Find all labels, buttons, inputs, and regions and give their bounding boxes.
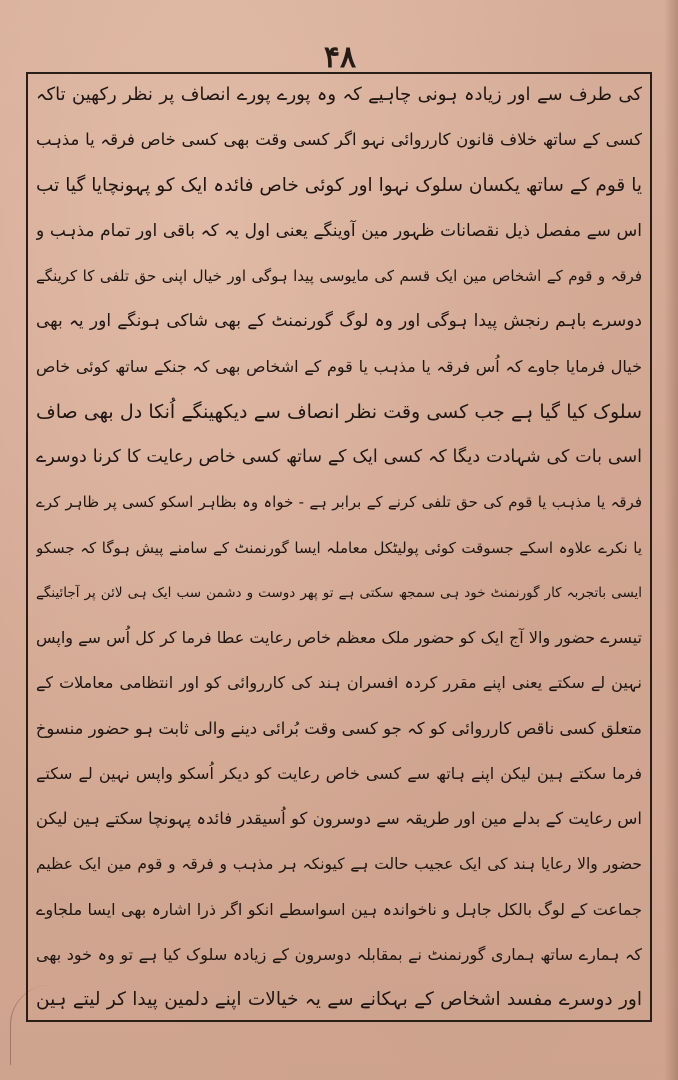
text-line: فرما سکتے ہین لیکن اپنے ہاتھ سے کسی خاص رعایت کو دیکر اُسکو واپس نہین لے سکتے [36,763,642,783]
urdu-text-block [36,80,642,1015]
text-line: اس رعایت کے بدلے مین اور طریقہ سے دوسرون کو اُسیقدر فائدہ پہونچا سکتے ہین لیکن [36,809,642,828]
text-line: کہ ہمارے ساتھ ہماری گورنمنٹ نے بمقابلہ دوسرون کے زیادہ سلوک کیا ہے تو وہ خود بھی [36,944,642,964]
text-line: فرقہ و قوم کے اشخاص مین ایک قسم کی مایوسی پیدا ہوگی اور خیال اپنی حق تلفی کا کرینگے [36,267,642,285]
text-line: ایسی باتجربہ کار گورنمنٹ خود ہی سمجھ سکتی ہے تو پھر دوست و دشمن سب ایک ہی لائن پر آجائینگے [36,584,642,601]
text-line: حضور والا رعایا ہند کی ایک عجیب حالت ہے کیونکہ ہر مذہب و فرقہ و قوم مین ایک عظیم [36,855,642,874]
text-line: خیال فرمایا جاوے کہ اُس فرقہ یا مذہب یا قوم کے اشخاص بھی کہ جنکے ساتھ کوئی خاص [36,356,642,376]
text-line: فرقہ یا مذہب یا قوم کی حق تلفی کرنے کے برابر ہے - خواہ وہ بظاہر اسکو کسی پر ظاہر کرے [36,493,642,512]
text-line: نہین لے سکتے یعنی اپنے مقرر کردہ افسران ہند کی کارروائی کو اور انتظامی معاملات کے [36,673,642,693]
text-line: اسی بات کی شہادت دیگا کہ کسی ایک کے ساتھ کسی خاص رعایت کا کرنا دوسرے [36,447,642,467]
text-line: سلوک کیا گیا ہے جب کسی وقت نظر انصاف سے دیکھینگے اُنکا دل بھی صاف [36,400,642,423]
text-line: کسی کے ساتھ خلاف قانون کارروائی نہو اگر کسی وقت بھی کسی خاص فرقہ یا مذہب [36,130,642,150]
text-line: دوسرے باہم رنجش پیدا ہوگی اور وہ لوگ گورنمنٹ کے بھی شاکی ہونگے اور یہ بھی [36,311,642,332]
text-line: کی طرف سے اور زیادہ ہونی چاہیے کہ وہ پورے پورے انصاف پر نظر رکھین تاکہ [36,84,642,105]
text-line: جماعت کے لوگ بالکل جاہل و ناخواندہ ہین اسواسطے انکو اگر ذرا اشارہ بھی ایسا ملجاوے [36,899,642,919]
text-line: اس سے مفصل ذیل نقصانات ظہور مین آوینگے یعنی اول یہ کہ باقی اور تمام مذہب و [36,220,642,241]
text-line: اور دوسرے مفسد اشخاص کے بہکانے سے یہ خیالات اپنے دلمین پیدا کر لیتے ہین [36,989,642,1010]
page-edge-shadow [664,0,678,1080]
text-line: یا قوم کے ساتھ یکسان سلوک نہوا اور کوئی خاص فائدہ ایک کو پہونچایا گیا تب [36,174,642,196]
text-line: تیسرے حضور والا آج ایک کو حضور ملک معظم خاص رعایت عطا فرما کر کل اُس سے واپس [36,628,642,647]
text-line: متعلق کسی ناقص کارروائی کو کہ جو کسی وقت بُرائی دینے والی ثابت ہو حضور منسوخ [36,718,642,738]
page-number: ۴۸ [323,40,357,75]
text-line: یا نکرے علاوہ اسکے جسوقت کوئی پولیٹکل معاملہ ایسا گورنمنٹ کے سامنے پیش ہوگا کہ جسکو [36,538,642,557]
margin-pencil-mark [10,985,51,1065]
